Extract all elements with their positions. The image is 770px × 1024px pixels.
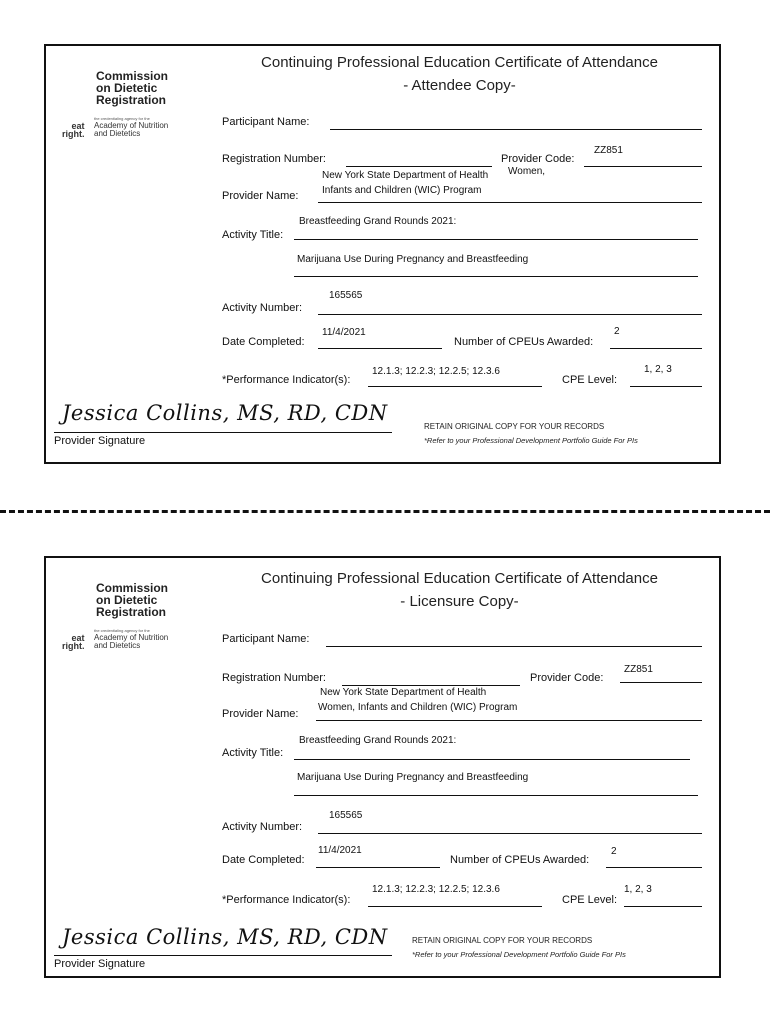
date-completed-value: 11/4/2021 [318,845,362,856]
cpeus-line [610,348,702,349]
provider-name-line2: Infants and Children (WIC) Program [322,185,482,196]
provider-code-value: ZZ851 [594,145,623,156]
provider-code-label: Provider Code: [530,672,604,684]
performance-indicators-value: 12.1.3; 12.2.3; 12.2.5; 12.3.6 [372,366,500,377]
activity-title-line2: Marijuana Use During Pregnancy and Breastfeeding [297,772,529,783]
registration-number-line [342,685,520,686]
cpe-level-value: 1, 2, 3 [624,884,652,895]
provider-name-line2: Women, Infants and Children (WIC) Program [318,702,518,713]
certificate-subtitle: - Licensure Copy- [400,593,519,610]
activity-number-value: 165565 [329,290,363,301]
provider-code-value: ZZ851 [624,664,653,675]
registration-number-label: Registration Number: [222,153,326,165]
participant-name-label: Participant Name: [222,633,310,645]
activity-title-line [294,759,690,760]
activity-title-line1: Breastfeeding Grand Rounds 2021: [299,735,457,746]
certificate-licensure-copy [44,556,721,978]
provider-signature-label: Provider Signature [54,958,146,970]
date-completed-value: 11/4/2021 [322,327,366,338]
signature-line [54,432,392,433]
cpe-level-value: 1, 2, 3 [644,364,672,375]
academy-name: Academy of Nutrition and Dietetics [94,121,169,138]
logo-title-line: Commission [96,69,169,83]
provider-signature: Jessica Collins, MS, RD, CDN [62,401,388,425]
performance-indicators-label: *Performance Indicator(s): [222,374,351,386]
activity-title-line1: Breastfeeding Grand Rounds 2021: [299,216,457,227]
provider-name-label: Provider Name: [222,708,299,720]
activity-number-line [318,833,702,834]
activity-title-label: Activity Title: [222,229,284,241]
performance-indicators-line [368,386,542,387]
performance-indicators-value: 12.1.3; 12.2.3; 12.2.5; 12.3.6 [372,884,500,895]
provider-signature-label: Provider Signature [54,435,146,447]
provider-name-line [316,720,702,721]
logo-title-line: Commission [96,581,169,595]
cpeus-label: Number of CPEUs Awarded: [450,854,590,866]
cut-line-divider [0,510,770,513]
signature-line [54,955,392,956]
academy-name: Academy of Nutrition and Dietetics [94,633,169,650]
cpe-level-label: CPE Level: [562,374,618,386]
date-completed-label: Date Completed: [222,854,305,866]
activity-title-line-2 [294,276,698,277]
registration-number-label: Registration Number: [222,672,326,684]
cpe-level-line [630,386,702,387]
cpeus-label: Number of CPEUs Awarded: [454,336,594,348]
cpe-level-line [624,906,702,907]
activity-number-label: Activity Number: [222,821,303,833]
refer-note: *Refer to your Professional Development Portfolio Guide For PIs [424,436,638,445]
cpeus-line [606,867,702,868]
certificate-attendee-copy [44,44,721,464]
cpe-level-label: CPE Level: [562,894,618,906]
cpeus-value: 2 [611,846,617,857]
activity-title-line2: Marijuana Use During Pregnancy and Breastfeeding [297,254,529,265]
activity-number-line [318,314,702,315]
activity-number-label: Activity Number: [222,302,303,314]
logo-tagline: the credentialing agency for the [94,116,150,121]
eat-right-logo: eat right. [62,633,85,651]
performance-indicators-label: *Performance Indicator(s): [222,894,351,906]
performance-indicators-line [368,906,542,907]
provider-code-label: Provider Code: [501,153,575,165]
eat-right-logo: eat right. [62,121,85,139]
participant-name-line [326,646,702,647]
retain-note: RETAIN ORIGINAL COPY FOR YOUR RECORDS [412,936,593,945]
provider-signature: Jessica Collins, MS, RD, CDN [62,925,388,949]
date-completed-line [316,867,440,868]
registration-number-line [346,166,492,167]
certificate-title: Continuing Professional Education Certificate of Attendance [261,570,658,587]
certificate-subtitle: - Attendee Copy- [403,77,516,94]
provider-name-line1-extra: Women, [508,166,546,177]
activity-title-line-2 [294,795,698,796]
refer-note: *Refer to your Professional Development Portfolio Guide For PIs [412,950,626,959]
logo-title-line: Registration [96,93,167,107]
date-completed-label: Date Completed: [222,336,305,348]
logo-title-line: on Dietetic [96,81,158,95]
provider-code-line [620,682,702,683]
logo-title-line: on Dietetic [96,593,158,607]
provider-name-line1: New York State Department of Health [322,170,489,181]
participant-name-line [330,129,702,130]
provider-name-label: Provider Name: [222,190,299,202]
logo-title-line: Registration [96,605,167,619]
activity-title-label: Activity Title: [222,747,284,759]
cpeus-value: 2 [614,326,620,337]
provider-code-line [584,166,702,167]
logo-tagline: the credentialing agency for the [94,628,150,633]
provider-name-line [318,202,702,203]
certificate-title: Continuing Professional Education Certificate of Attendance [261,54,658,71]
retain-note: RETAIN ORIGINAL COPY FOR YOUR RECORDS [424,422,605,431]
participant-name-label: Participant Name: [222,116,310,128]
provider-name-line1: New York State Department of Health [320,687,487,698]
activity-title-line [294,239,698,240]
date-completed-line [318,348,442,349]
activity-number-value: 165565 [329,810,363,821]
